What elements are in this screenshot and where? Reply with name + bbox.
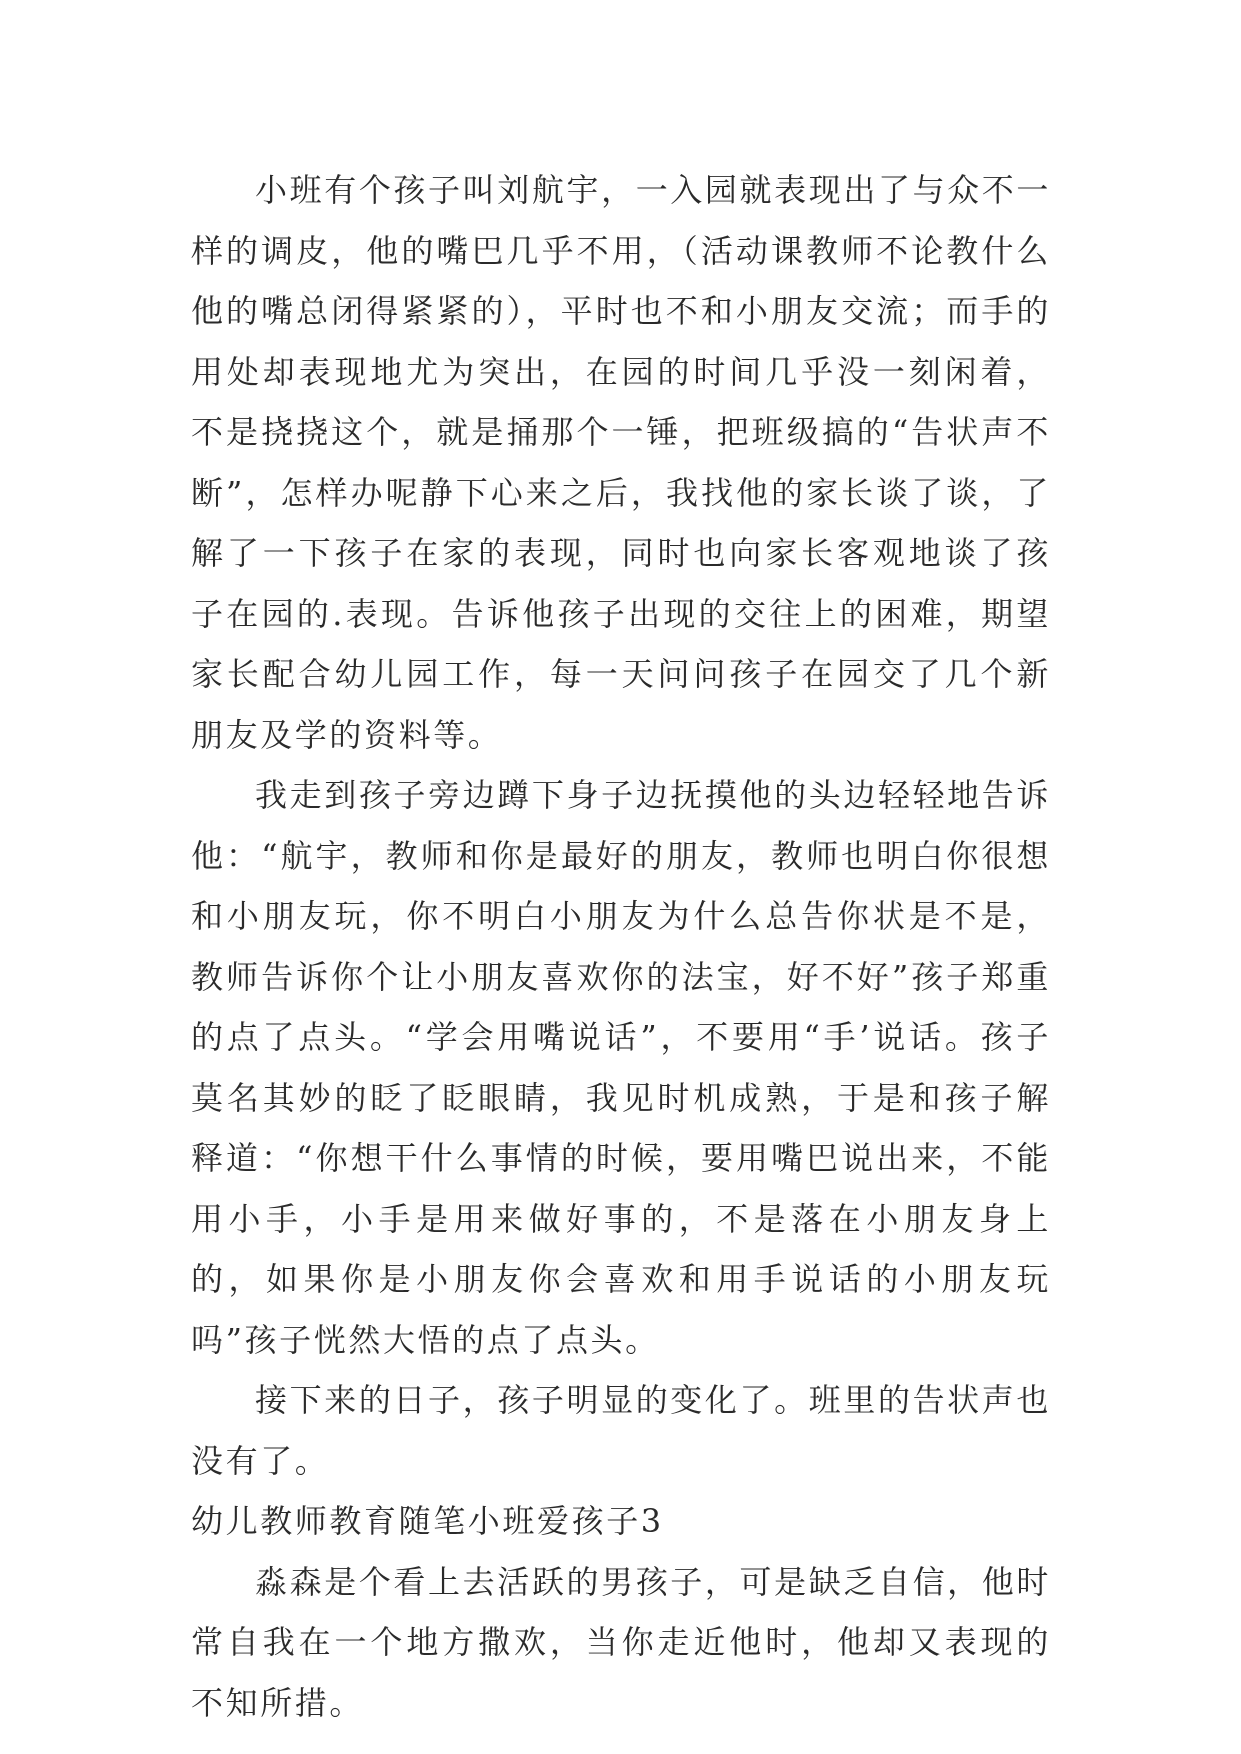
paragraph-3: 接下来的日子，孩子明显的变化了。班里的告状声也没有了。 [191, 1381, 1051, 1480]
paragraph-1: 小班有个孩子叫刘航宇，一入园就表现出了与众不一样的调皮，他的嘴巴几乎不用，（活动课教师不论教什么他的嘴总闭得紧紧的），平时也不和小朋友交流；而手的用处却表现地尤为突出，在园的时间几乎没一刻闲着，不是挠挠这个，就是捅那个一锤，把班级搞的“告状声不断”，怎样办呢静下心来之后，我找他的家长谈了谈，了解了一下孩子在家的表现，同时也向家长客观地谈了孩子在园的.表现。告诉他孩子出现的交往上的困难，期望家长配合幼儿园工作，每一天问问孩子在园交了几个新朋友及学的资料等。 [191, 171, 1051, 754]
section-heading: 幼儿教师教育随笔小班爱孩子3 [191, 1502, 664, 1540]
document-body [191, 160, 1051, 1733]
paragraph-2: 我走到孩子旁边蹲下身子边抚摸他的头边轻轻地告诉他：“航宇，教师和你是最好的朋友，教师也明白你很想和小朋友玩，你不明白小朋友为什么总告你状是不是，教师告诉你个让小朋友喜欢你的法宝，好不好”孩子郑重的点了点头。“学会用嘴说话”，不要用“手’说话。孩子莫名其妙的眨了眨眼睛，我见时机成熟，于是和孩子解释道：“你想干什么事情的时候，要用嘴巴说出来，不能用小手，小手是用来做好事的，不是落在小朋友身上的，如果你是小朋友你会喜欢和用手说话的小朋友玩吗”孩子恍然大悟的点了点头。 [191, 776, 1051, 1359]
paragraph-4: 淼森是个看上去活跃的男孩子，可是缺乏自信，他时常自我在一个地方撒欢，当你走近他时，他却又表现的不知所措。 [191, 1562, 1051, 1722]
